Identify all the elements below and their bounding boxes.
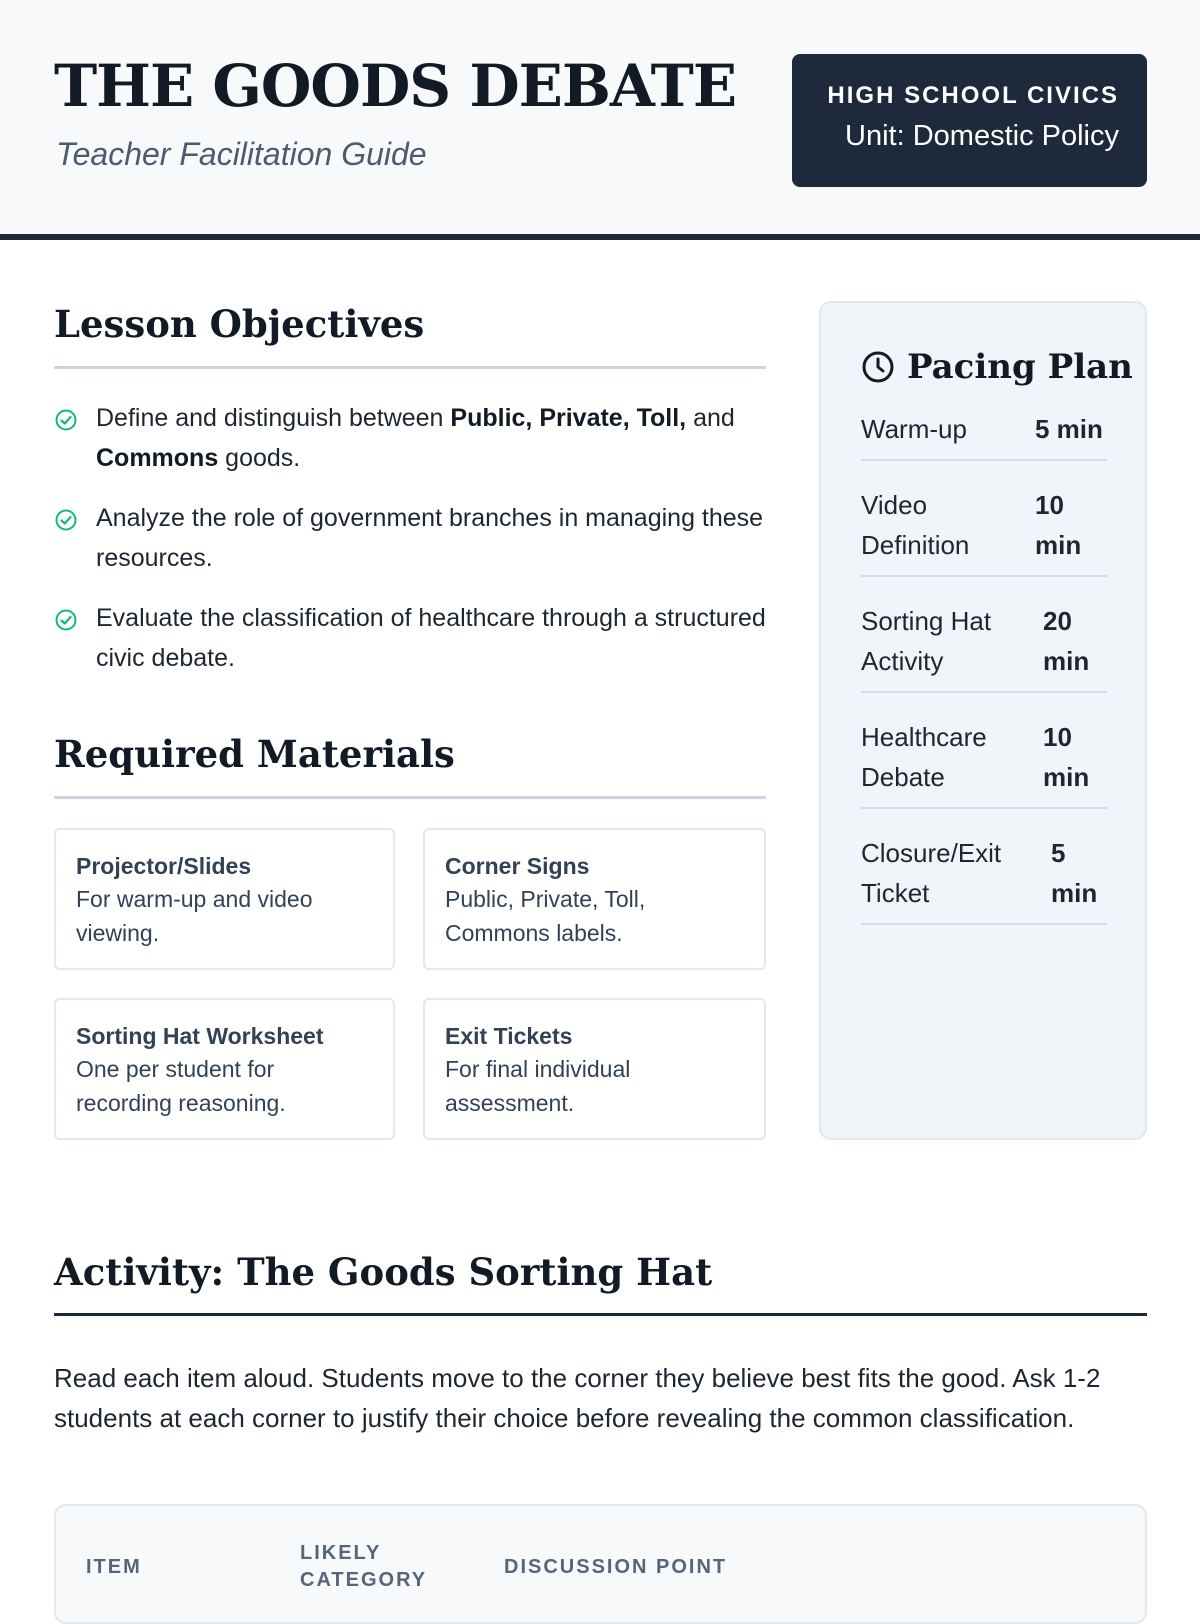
pacing-row [861, 409, 1107, 461]
objectives-divider [54, 366, 766, 369]
sorting-table [54, 1504, 1147, 1624]
page-subtitle: Teacher Facilitation Guide [56, 136, 427, 172]
objective-item [54, 398, 766, 478]
table-header-category: LIKELY CATEGORY [300, 1542, 428, 1591]
pacing-time: 5 min [1035, 414, 1103, 444]
pacing-title: Pacing Plan [907, 347, 1133, 387]
badge-course: HIGH SCHOOL CIVICS [827, 82, 1119, 109]
clock-icon [861, 350, 895, 384]
material-desc: For warm-up and video viewing. [76, 886, 313, 946]
page-title: THE GOODS DEBATE [54, 52, 737, 120]
pacing-row [861, 833, 1107, 925]
materials-heading: Required Materials [54, 732, 455, 776]
objective-text: Define and distinguish between Public, Private, Toll, and Commons goods. [96, 404, 735, 472]
pacing-row [861, 485, 1107, 577]
check-circle-icon [54, 508, 78, 532]
objective-item [54, 498, 766, 578]
material-card [54, 828, 395, 970]
check-circle-icon [54, 608, 78, 632]
material-title: Sorting Hat Worksheet [76, 1023, 324, 1049]
objectives-list [54, 398, 766, 698]
materials-divider [54, 796, 766, 799]
table-header-item: ITEM [86, 1556, 142, 1578]
material-desc: Public, Private, Toll, Commons labels. [445, 886, 646, 946]
pacing-row [861, 601, 1107, 693]
material-desc: For final individual assessment. [445, 1056, 631, 1116]
course-badge [792, 54, 1147, 187]
pacing-time: 10 min [1035, 490, 1082, 560]
material-desc: One per student for recording reasoning. [76, 1056, 286, 1116]
pacing-row [861, 717, 1107, 809]
pacing-time: 5 min [1051, 838, 1098, 908]
objective-text: Evaluate the classification of healthcare through a structured civic debate. [96, 604, 766, 672]
pacing-header [861, 347, 1133, 387]
material-title: Exit Tickets [445, 1023, 573, 1049]
material-card [54, 998, 395, 1140]
badge-unit: Unit: Domestic Policy [845, 120, 1119, 152]
pacing-label: Closure/Exit Ticket [861, 838, 1002, 908]
pacing-rows [861, 409, 1107, 949]
material-title: Projector/Slides [76, 853, 252, 879]
pacing-time: 10 min [1043, 722, 1090, 792]
activity-divider [54, 1313, 1147, 1316]
pacing-panel [819, 301, 1147, 1140]
pacing-label: Warm-up [861, 414, 967, 444]
page-header [0, 0, 1200, 240]
activity-instructions: Read each item aloud. Students move to the corner they believe best fits the good. Ask 1-2 students at each corner to justify their choice before revealing the common classification. [54, 1363, 1101, 1433]
check-circle-icon [54, 408, 78, 432]
material-card [423, 828, 766, 970]
objective-text: Analyze the role of government branches in managing these resources. [96, 504, 764, 572]
objectives-heading: Lesson Objectives [54, 302, 425, 346]
pacing-label: Healthcare Debate [861, 722, 987, 792]
activity-heading: Activity: The Goods Sorting Hat [54, 1250, 713, 1294]
pacing-time: 20 min [1043, 606, 1090, 676]
objective-item [54, 598, 766, 678]
pacing-label: Video Definition [861, 490, 970, 560]
material-title: Corner Signs [445, 853, 590, 879]
pacing-label: Sorting Hat Activity [861, 606, 992, 676]
table-header-discussion: DISCUSSION POINT [504, 1556, 728, 1578]
material-card [423, 998, 766, 1140]
